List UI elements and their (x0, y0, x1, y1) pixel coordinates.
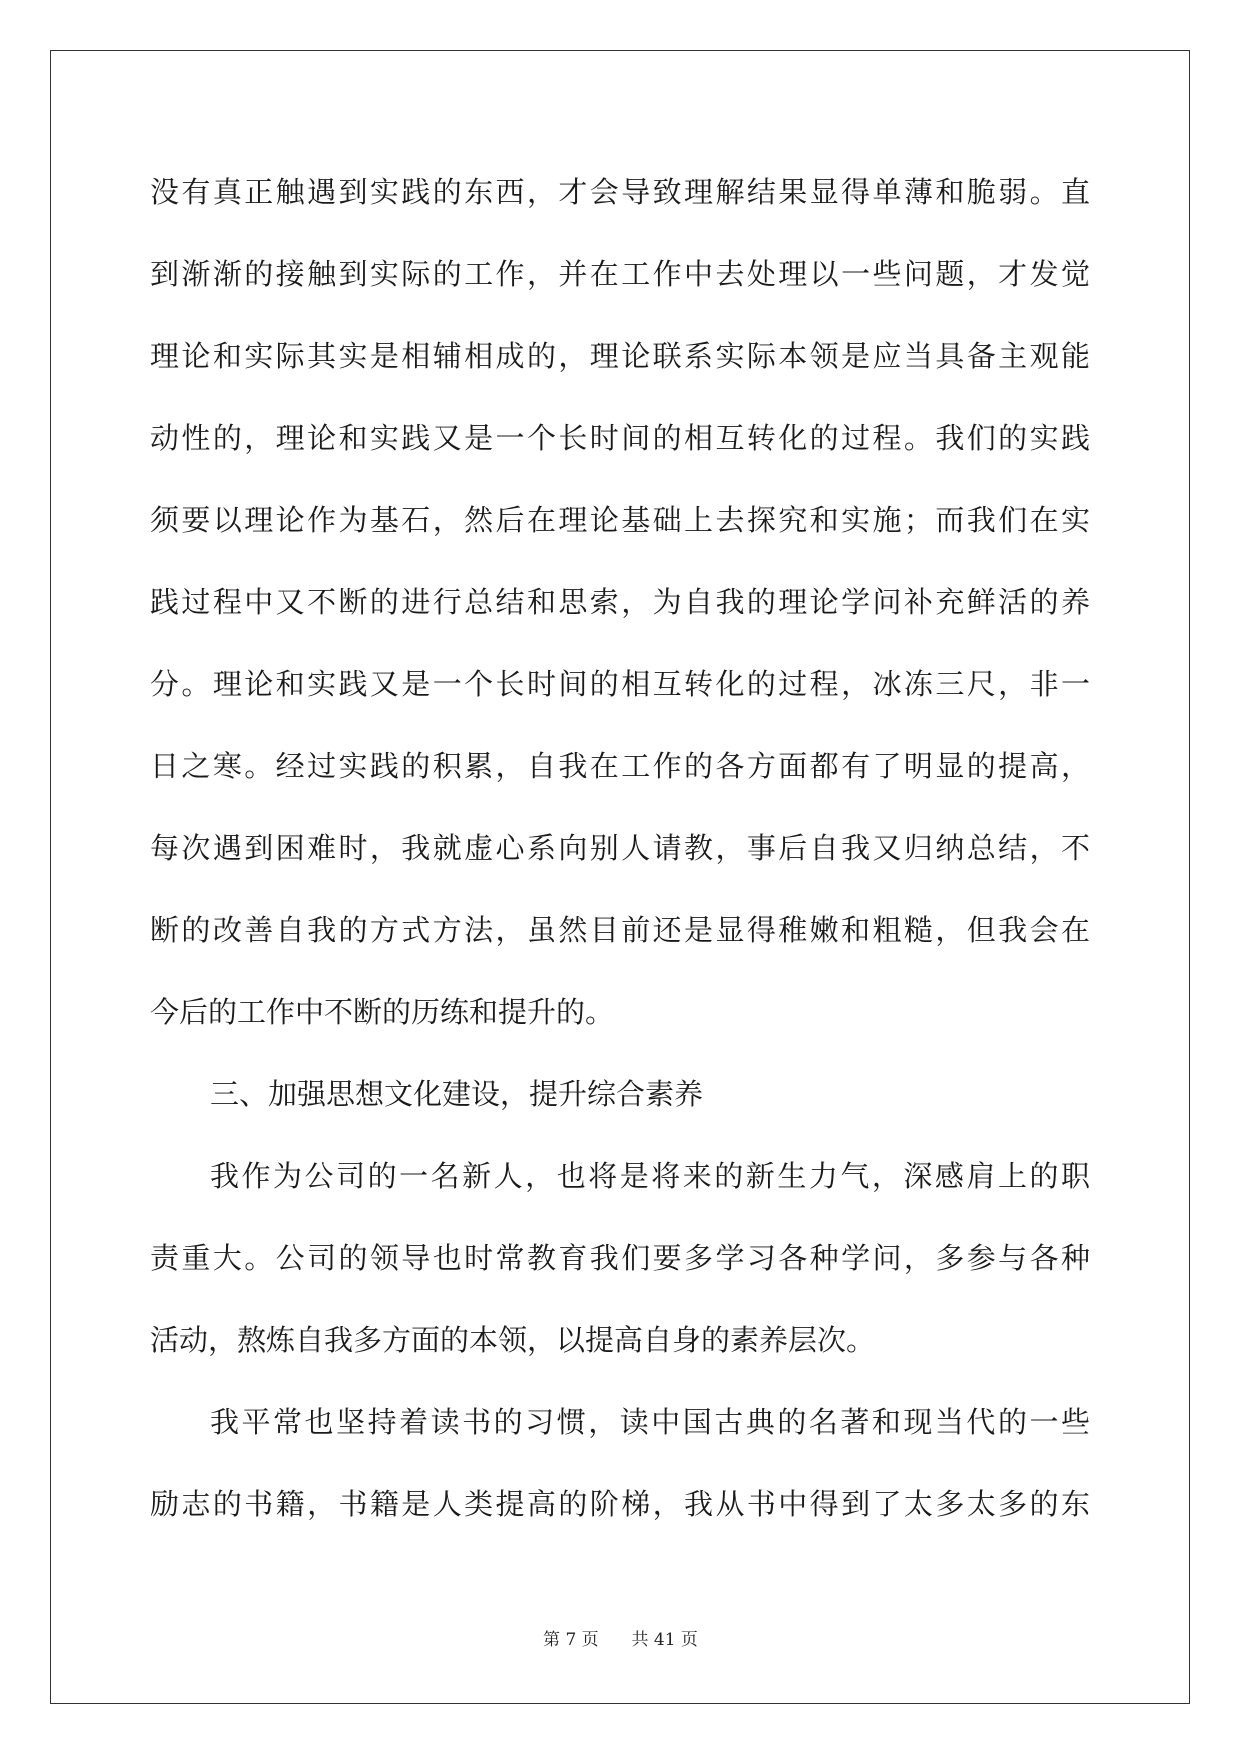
page-number: 第 7 页 (543, 1630, 599, 1650)
text-line: 没有真正触遇到实践的东西，才会导致理解结果显得单薄和脆弱。直 (150, 175, 1090, 209)
text-line: 分。理论和实践又是一个长时间的相互转化的过程，冰冻三尺，非一 (150, 667, 1090, 701)
text-line: 责重大。公司的领导也时常教育我们要多学习各种学问，多参与各种 (150, 1241, 1090, 1275)
text-line: 活动，熬炼自我多方面的本领，以提高自身的素养层次。 (150, 1323, 876, 1357)
text-line: 我作为公司的一名新人，也将是将来的新生力气，深感肩上的职 (210, 1159, 1090, 1193)
text-line: 每次遇到困难时，我就虚心系向别人请教，事后自我又归纳总结，不 (150, 831, 1090, 865)
text-line: 今后的工作中不断的历练和提升的。 (150, 995, 615, 1029)
text-line: 日之寒。经过实践的积累，自我在工作的各方面都有了明显的提高， (150, 749, 1090, 783)
text-line: 动性的，理论和实践又是一个长时间的相互转化的过程。我们的实践 (150, 421, 1090, 455)
text-line: 励志的书籍，书籍是人类提高的阶梯，我从书中得到了太多太多的东 (150, 1487, 1090, 1521)
text-line: 到渐渐的接触到实际的工作，并在工作中去处理以一些问题，才发觉 (150, 257, 1090, 291)
text-line: 断的改善自我的方式方法，虽然目前还是显得稚嫩和粗糙，但我会在 (150, 913, 1090, 947)
text-line: 理论和实际其实是相辅相成的，理论联系实际本领是应当具备主观能 (150, 339, 1090, 373)
text-line: 践过程中又不断的进行总结和思索，为自我的理论学问补充鲜活的养 (150, 585, 1090, 619)
text-line: 须要以理论作为基石，然后在理论基础上去探究和实施；而我们在实 (150, 503, 1090, 537)
page-total: 共 41 页 (631, 1630, 698, 1650)
text-line: 三、加强思想文化建设，提升综合素养 (210, 1077, 704, 1111)
page-footer (0, 1628, 1241, 1652)
document-body (150, 160, 1090, 1554)
text-line: 我平常也坚持着读书的习惯，读中国古典的名著和现当代的一些 (210, 1405, 1090, 1439)
